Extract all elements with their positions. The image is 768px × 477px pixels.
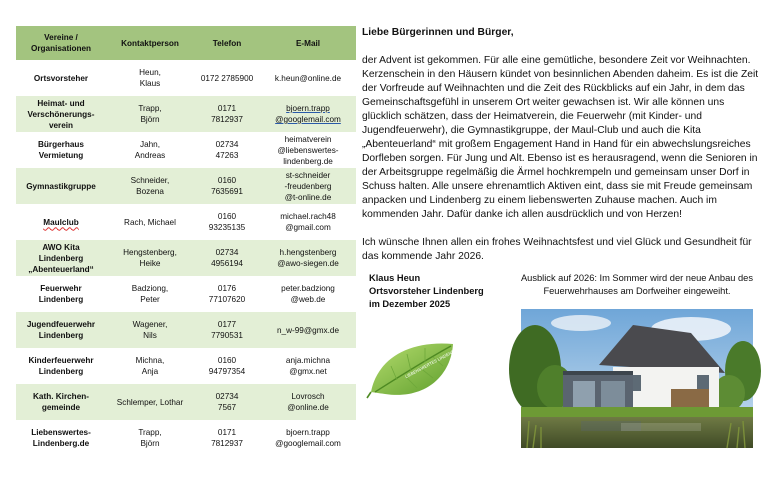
table-row xyxy=(16,168,356,204)
leaf-logo xyxy=(367,330,463,402)
header-organisations: Vereine / Organisationen xyxy=(16,26,106,60)
table-row xyxy=(16,420,356,456)
phone-cell: 02734 7567 xyxy=(194,384,260,420)
photo-caption: Ausblick auf 2026: Im Sommer wird der neue Anbau des Feuerwehrhauses am Dorfweiher eingeweiht. xyxy=(520,273,754,296)
phone-cell: 0160 94797354 xyxy=(208,356,246,376)
leaf-icon xyxy=(367,330,463,402)
org-cell: Feuerwehr Lindenberg xyxy=(38,284,84,304)
table-row xyxy=(16,96,356,132)
contacts-table xyxy=(16,26,356,456)
person-cell: Jahn, Andreas xyxy=(134,140,166,160)
table-row xyxy=(16,312,356,348)
person-cell: Schneider, Bozena xyxy=(106,168,194,204)
org-cell: Gymnastikgruppe xyxy=(16,168,106,204)
table-header-row xyxy=(16,26,356,60)
table-row xyxy=(16,384,356,420)
header-phone: Telefon xyxy=(194,26,260,60)
person-cell: Wagener, Nils xyxy=(106,312,194,348)
person-cell: Michna, Anja xyxy=(135,356,165,376)
email-cell[interactable] xyxy=(260,96,356,132)
email-cell[interactable]: k.heun@online.de xyxy=(274,73,342,83)
org-name: Maulclub xyxy=(43,217,79,227)
letter-signature: Klaus Heun Ortsvorsteher Lindenberg im Dezember 2025 xyxy=(369,273,484,309)
fire-station-photo xyxy=(521,309,753,448)
header-contact-person: Kontaktperson xyxy=(106,26,194,60)
email-cell[interactable]: bjoern.trapp @googlemail.com xyxy=(275,428,341,448)
email-cell[interactable]: peter.badziong @web.de xyxy=(281,284,335,304)
person-cell: Trapp, Björn xyxy=(106,96,194,132)
email-link[interactable]: bjoern.trapp @googlemail.com xyxy=(275,104,341,124)
letter-greeting: Liebe Bürgerinnen und Bürger, xyxy=(362,27,514,38)
org-cell xyxy=(16,204,106,240)
letter-paragraph-main: der Advent ist gekommen. Für alle eine gemütliche, besondere Zeit vor Weihnachten. Kerzenschein in den Häusern kündet von besinnlichen Abenden daheim. Es ist die Zeit der Vorfreude auf Weihnachten und die Zeit des Rückblicks auf ein Jahr, in dem das Gemeinschaftsgefühl in unserem Ort weiter gewachsen ist. Wir alle können uns glücklich schätzen, dass der Heimatverein, die Feuerwehr (mit Kinder- und Jugendfeuerwehr), die Gymnastikgruppe, der Maul-Club und auch die Kita „Abenteuerland“ mit großem Engagement Hand in Hand für ein abwechslungsreiches Dorfleben sorgen. Für Jung und Alt. Ebenso ist es herausragend, wenn die Senioren in der Arbeitsgruppe regelmäßig die Ärmel hochkrempeln und gemeinsam unser Dorf in Schuss halten. Alle unsere ehrenamtlich Aktiven eint, dass sie mit Freude gemeinsam anpacken und Lindenberg zu einem liebenswerten Zuhause machen. Auch im kommenden Jahr. Dafür danke ich allen ausdrücklich und von Herzen! xyxy=(362,55,759,220)
org-cell: Kinderfeuerwehr Lindenberg xyxy=(28,356,94,376)
email-cell[interactable]: st-schneider -freudenberg @t-online.de xyxy=(260,168,356,204)
person-cell: Schlemper, Lothar xyxy=(106,384,194,420)
phone-cell: 0172 2785900 xyxy=(200,73,254,83)
person-cell: Heun, Klaus xyxy=(139,68,161,88)
person-cell: Hengstenberg, Heike xyxy=(106,240,194,276)
table-row xyxy=(16,132,356,168)
org-cell: Heimat- und Verschönerungs- verein xyxy=(16,96,106,132)
table-row xyxy=(16,60,356,96)
person-cell: Rach, Michael xyxy=(124,217,176,227)
person-cell: Badziong, Peter xyxy=(131,284,169,304)
phone-cell: 02734 47263 xyxy=(215,140,239,160)
email-cell[interactable]: michael.rach48 @gmail.com xyxy=(280,212,336,232)
email-cell[interactable]: anja.michna @gmx.net xyxy=(285,356,331,376)
letter-paragraph-wishes: Ich wünsche Ihnen allen ein frohes Weihnachtsfest und viel Glück und Gesundheit für das kommende Jahr 2026. xyxy=(362,237,752,262)
header-email: E-Mail xyxy=(260,26,356,60)
org-cell: AWO Kita Lindenberg „Abenteuerland“ xyxy=(16,240,106,276)
phone-cell: 0160 93235135 xyxy=(208,212,246,232)
table-row xyxy=(16,348,356,384)
org-cell: Bürgerhaus Vermietung xyxy=(38,140,84,160)
phone-cell: 0171 7812937 xyxy=(194,96,260,132)
phone-cell: 02734 4956194 xyxy=(194,240,260,276)
org-cell: Ortsvorsteher xyxy=(33,73,89,83)
org-cell: Jugendfeuerwehr Lindenberg xyxy=(16,312,106,348)
email-cell[interactable]: heimatverein @liebenswertes- lindenberg.de xyxy=(277,134,339,166)
phone-cell: 0171 7812937 xyxy=(211,428,243,448)
phone-cell: 0176 77107620 xyxy=(208,284,246,304)
email-cell[interactable]: Lovrosch @online.de xyxy=(260,384,356,420)
person-cell: Trapp, Björn xyxy=(138,428,162,448)
table-row xyxy=(16,276,356,312)
phone-cell: 0160 7635691 xyxy=(194,168,260,204)
fire-station-illustration xyxy=(521,309,753,448)
email-cell[interactable]: h.hengstenberg @awo-siegen.de xyxy=(260,240,356,276)
christmas-letter xyxy=(362,26,760,278)
svg-text:LIEBENSWERTES LINDENBERG: LIEBENSWERTES LINDENBERG xyxy=(404,344,463,380)
org-cell: Liebenswertes- Lindenberg.de xyxy=(31,428,91,448)
table-row xyxy=(16,204,356,240)
org-cell: Kath. Kirchen- gemeinde xyxy=(16,384,106,420)
phone-cell: 0177 7790531 xyxy=(194,312,260,348)
email-cell[interactable]: n_w-99@gmx.de xyxy=(260,312,356,348)
table-row xyxy=(16,240,356,276)
